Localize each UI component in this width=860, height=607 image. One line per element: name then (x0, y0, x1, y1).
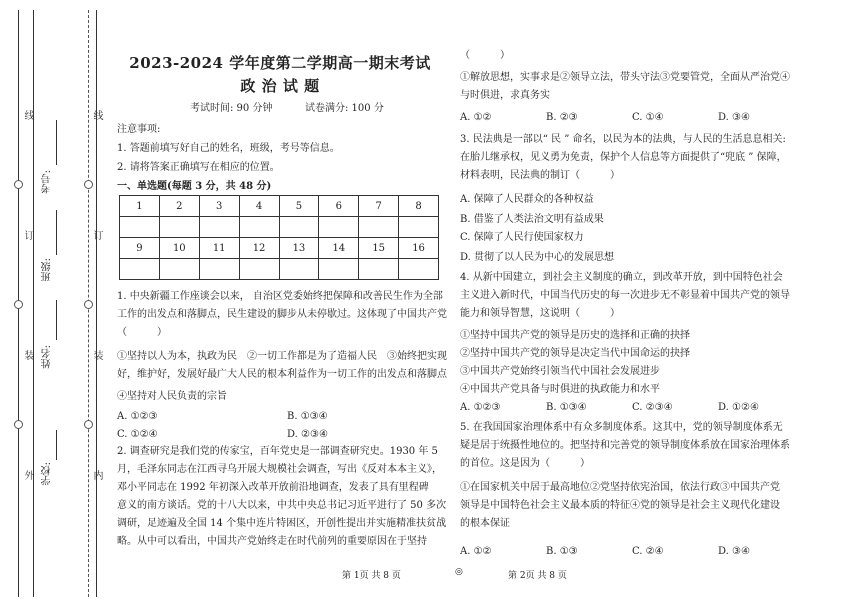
q2-option-c[interactable]: C. ①④ (632, 112, 664, 123)
grid-cell: 5 (279, 196, 319, 217)
note-2: 2. 请将答案正确填写在相应的位置。 (117, 162, 280, 173)
q2-item-line: 与时俱进，求真务实 (460, 90, 550, 101)
q3-stem-line: 在胎儿继承权，见义勇为免责，保护个人信息等方面提供了“兜底 ” 保障， (460, 152, 787, 163)
school-field-label: 学校: (42, 462, 53, 486)
q2-stem-line: 略。从中可以看出，中国共产党始终走在时代前列的重要原因在于坚持 (117, 536, 427, 547)
grid-cell: 4 (239, 196, 279, 217)
grid-cell: 9 (120, 238, 160, 259)
binding-hole (84, 420, 93, 429)
answer-cell[interactable] (359, 259, 399, 280)
grid-answer-row-2 (120, 259, 439, 280)
section-heading: 一、单选题(每题 3 分，共 48 分) (117, 181, 272, 192)
q1-option-c[interactable]: C. ①②④ (117, 429, 158, 440)
binding-mark-order-inner: 订 (91, 230, 102, 240)
q5-item-line: ①在国家机关中居于最高地位②党坚持依宪治国，依法行政③中国共产党 (460, 482, 780, 493)
name-field[interactable] (56, 300, 58, 340)
class-field[interactable] (56, 210, 58, 255)
binding-border-line (96, 10, 97, 597)
q4-option-c[interactable]: C. ②③④ (632, 402, 673, 413)
binding-hole (14, 300, 23, 309)
grid-answer-row-1 (120, 217, 439, 238)
grid-cell: 16 (399, 238, 439, 259)
q1-stem-line: （ ） (117, 327, 167, 338)
binding-mark-bind-inner: 装 (91, 350, 102, 360)
exam-title: 2023-2024 学年度第二学期高一期末考试 (129, 54, 431, 72)
q2-item-line: ①解放思想，实事求是②领导立法，带头守法③党要管党，全面从严治党④ (460, 72, 790, 83)
grid-cell: 15 (359, 238, 399, 259)
grid-cell: 2 (159, 196, 199, 217)
q5-option-a[interactable]: A. ①② (460, 546, 492, 557)
grid-cell: 12 (239, 238, 279, 259)
q3-option-d[interactable]: D. 贯彻了以人民为中心的发展思想 (460, 252, 615, 263)
grid-cell: 7 (359, 196, 399, 217)
exam-score: 试卷满分: 100 分 (305, 103, 384, 114)
note-1: 1. 答题前填写好自己的姓名，班级，考号等信息。 (117, 143, 340, 154)
q4-item-line: ③中国共产党始终引领当代中国社会发展进步 (460, 366, 660, 377)
binding-inner-line (33, 10, 34, 597)
question-1 (117, 288, 452, 444)
binding-mark-line: 线 (22, 110, 33, 120)
binding-hole (14, 420, 23, 429)
binding-mark-inner: 内 (91, 470, 102, 480)
q4-item-line: ①坚持中国共产党的领导是历史的选择和正确的抉择 (460, 330, 690, 341)
answer-cell[interactable] (359, 217, 399, 238)
q4-item-line: ④中国共产党具备与时俱进的执政能力和水平 (460, 384, 660, 395)
q3-option-a[interactable]: A. 保障了人民群众的各种权益 (460, 194, 594, 205)
notes-title: 注意事项: (117, 124, 161, 135)
answer-cell[interactable] (120, 217, 160, 238)
q4-stem-line: 主义进入新时代，中国当代历史的每一次进步无不彰显着中国共产党的领导 (460, 290, 790, 301)
footer-circle-icon: ◎ (455, 567, 463, 577)
q2-stem-line: 意义的南方谈话。党的十八大以来，中共中央总书记习近平进行了 50 多次 (117, 500, 447, 511)
grid-cell: 8 (399, 196, 439, 217)
q1-option-b[interactable]: B. ①③④ (287, 411, 328, 422)
right-column (460, 47, 795, 561)
q3-stem-line: 3. 民法典是一部以“ 民 ” 命名，以民为本的法典，与人民的生活息息相关: (460, 134, 786, 145)
grid-number-row-2 (120, 238, 439, 259)
q4-item-line: ②坚持中国共产党的领导是决定当代中国命运的抉择 (460, 348, 690, 359)
binding-hole (84, 180, 93, 189)
answer-cell[interactable] (120, 259, 160, 280)
q2-stem-line: 2. 调查研究是我们党的传家宝，百年党史是一部调查研究史。1930 年 5 (117, 446, 438, 457)
q1-option-a[interactable]: A. ①②③ (117, 411, 158, 422)
q5-option-d[interactable]: D. ③④ (718, 546, 750, 557)
exam-no-field-label: 考号: (42, 170, 53, 194)
answer-cell[interactable] (319, 259, 359, 280)
binding-mark-bind: 装 (22, 350, 33, 360)
q1-stem-line: 工作的出发点和落脚点，民生建设的脚步从未停歇过。这体现了中国共产党 (117, 309, 447, 320)
q1-item-line: 好，维护好，发展好最广大人民的根本利益作为一切工作的出发点和落脚点 (117, 369, 447, 380)
q4-stem-line: 4. 从新中国建立，到社会主义制度的确立，到改革开放，到中国特色社会 (460, 272, 783, 283)
q2-option-a[interactable]: A. ①② (460, 112, 492, 123)
grid-cell: 3 (199, 196, 239, 217)
answer-cell[interactable] (399, 217, 439, 238)
answer-cell[interactable] (239, 259, 279, 280)
q5-item-line: 的根本保证 (460, 518, 510, 529)
q3-option-c[interactable]: C. 保障了人民行使国家权力 (460, 232, 584, 243)
question-2 (117, 443, 452, 551)
binding-hole (14, 180, 23, 189)
binding-hole (84, 300, 93, 309)
q5-item-line: 领导是中国特色社会主义最本质的特征④党的领导是社会主义现代化建设 (460, 500, 780, 511)
binding-mark-outer: 外 (22, 470, 33, 480)
answer-cell[interactable] (199, 259, 239, 280)
q4-option-b[interactable]: B. ①③④ (546, 402, 587, 413)
q5-stem-line: 的首位。这是因为（ ） (460, 458, 590, 469)
q5-stem-line: 疑是居于统摄性地位的。把坚持和完善党的领导制度体系放在国家治理体系 (460, 440, 790, 451)
answer-cell[interactable] (399, 259, 439, 280)
answer-cell[interactable] (279, 217, 319, 238)
q2-stem-line: 调研，足迹遍及全国 14 个集中连片特困区，开创性提出并实施精准扶贫战 (117, 518, 447, 529)
grid-cell: 1 (120, 196, 160, 217)
exam-no-field[interactable] (56, 120, 58, 165)
binding-mark-order: 订 (22, 230, 33, 240)
q4-option-a[interactable]: A. ①②③ (460, 402, 501, 413)
q2-option-d[interactable]: D. ③④ (718, 112, 750, 123)
answer-cell[interactable] (319, 217, 359, 238)
class-field-label: 班级: (42, 258, 53, 282)
q5-stem-line: 5. 在我国国家治理体系中有众多制度体系。这其中，党的领导制度体系无 (460, 422, 783, 433)
answer-cell[interactable] (199, 217, 239, 238)
grid-cell: 14 (319, 238, 359, 259)
q4-option-d[interactable]: D. ①②④ (718, 402, 759, 413)
answer-cell[interactable] (239, 217, 279, 238)
q1-stem-line: 1. 中央新疆工作座谈会以来， 自治区党委始终把保障和改善民生作为全部 (117, 291, 443, 302)
q2-option-b[interactable]: B. ②③ (546, 112, 578, 123)
q3-stem-line: 材料表明，民法典的制订（ ） (460, 170, 620, 181)
grid-cell: 10 (159, 238, 199, 259)
name-field-label: 姓名: (42, 345, 53, 369)
grid-cell: 13 (279, 238, 319, 259)
q1-item-line: ④坚持对人民负责的宗旨 (117, 391, 227, 402)
grid-cell: 6 (319, 196, 359, 217)
school-field[interactable] (56, 430, 58, 460)
q2-blank: （ ） (460, 50, 510, 61)
grid-cell: 11 (199, 238, 239, 259)
exam-subject: 政 治 试 题 (240, 77, 320, 95)
q1-item-line: ①坚持以人为本，执政为民 ②一切工作都是为了造福人民 ③始终把实现 (117, 351, 447, 362)
page-number-left: 第 1页 共 8 页 (342, 571, 401, 581)
exam-time: 考试时间: 90 分钟 (190, 103, 273, 114)
answer-grid (119, 195, 439, 280)
answer-cell[interactable] (279, 259, 319, 280)
q2-stem-line: 月，毛泽东同志在江西寻乌开展大规模社会调查，写出《反对本本主义》， (117, 464, 442, 475)
grid-number-row-1 (120, 196, 439, 217)
q4-stem-line: 能力和领导智慧，这说明（ ） (460, 308, 620, 319)
q3-option-b[interactable]: B. 借鉴了人类法治文明有益成果 (460, 214, 604, 225)
answer-cell[interactable] (159, 259, 199, 280)
q2-stem-line: 邓小平同志在 1992 年初深入改革开放前沿地调查，发表了具有里程碑 (117, 482, 429, 493)
q1-option-d[interactable]: D. ②③④ (287, 429, 328, 440)
page-number-right: 第 2页 共 8 页 (508, 571, 567, 581)
answer-cell[interactable] (159, 217, 199, 238)
q5-option-b[interactable]: B. ①③ (546, 546, 578, 557)
q5-option-c[interactable]: C. ②④ (632, 546, 664, 557)
binding-mark-line-inner: 线 (91, 110, 102, 120)
